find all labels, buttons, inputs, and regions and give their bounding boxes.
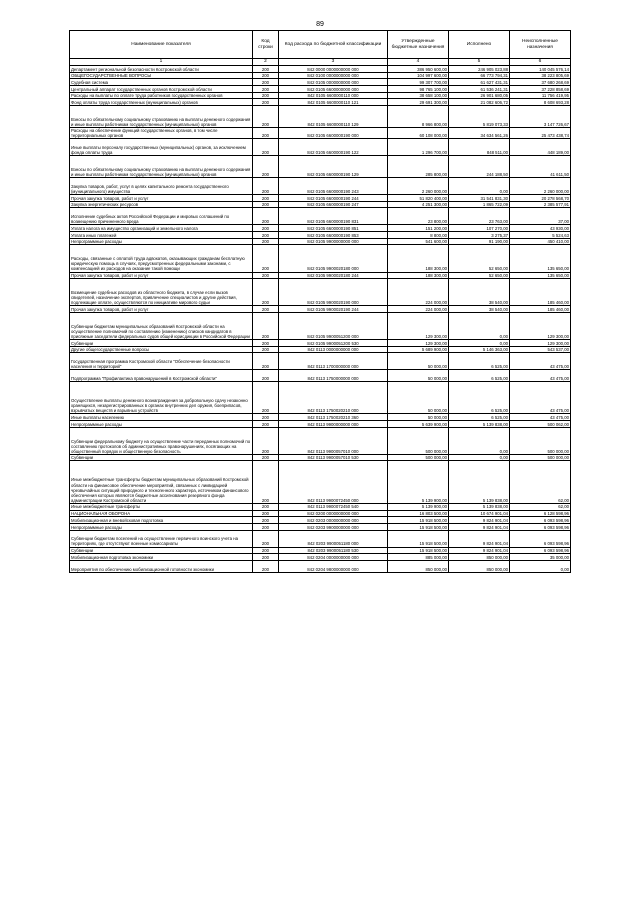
row-budget-code: 842 0105 6600000190 831: [279, 208, 388, 225]
table-row: [70, 99, 571, 106]
row-line-code: 200: [253, 312, 279, 339]
column-number: 6: [510, 59, 571, 66]
row-executed: 91 190,00: [449, 238, 510, 245]
row-line-code: 200: [253, 195, 279, 202]
row-budget-code: 842 0204 0000000000 000: [279, 554, 388, 561]
row-approved: 15 918 500,00: [388, 517, 449, 524]
row-unexecuted: 41 611,50: [510, 156, 571, 178]
row-executed: 850 000,00: [449, 560, 510, 572]
row-executed: 38 540,00: [449, 279, 510, 306]
row-unexecuted: 25 473 438,74: [510, 128, 571, 139]
row-name: Субвенции бюджетам муниципальных образований Костромской области на осуществление полномочий по составлению (изменению) списков кандидатов в присяжные заседатели федеральных судов общей юрисдикции в Российской Федерации: [70, 312, 253, 339]
row-name: Взносы по обязательному социальному страхованию на выплаты денежного содержания и иные выплаты работникам государственных (муниципальных) органов: [70, 156, 253, 178]
row-approved: 129 300,00: [388, 312, 449, 339]
row-name: Расходы на выплаты по оплате труда работников государственных органов: [70, 92, 253, 99]
row-unexecuted: 43 475,00: [510, 353, 571, 370]
row-approved: 51 820 400,00: [388, 195, 449, 202]
table-row: [70, 238, 571, 245]
row-line-code: 200: [253, 554, 279, 561]
row-executed: 3 275,37: [449, 232, 510, 239]
row-approved: 188 300,00: [388, 272, 449, 279]
row-executed: 5 146 363,00: [449, 346, 510, 353]
row-name: ОБЩЕГОСУДАРСТВЕННЫЕ ВОПРОСЫ: [70, 72, 253, 79]
row-budget-code: 842 0113 1750020210 360: [279, 414, 388, 421]
row-approved: 23 800,00: [388, 208, 449, 225]
row-unexecuted: 0,00: [510, 560, 571, 572]
row-line-code: 200: [253, 454, 279, 461]
row-budget-code: 842 0105 6600000190 122: [279, 139, 388, 156]
table-row: [70, 370, 571, 382]
row-unexecuted: 6 093 598,96: [510, 523, 571, 530]
row-approved: 60 108 000,00: [388, 128, 449, 139]
row-name: Исполнение судебных актов Российской Федерации и мировых соглашений по возмещению причиненного вреда: [70, 208, 253, 225]
table-row: [70, 427, 571, 454]
row-budget-code: 842 0105 6600000190 247: [279, 201, 388, 208]
row-budget-code: 842 0105 9900020180 000: [279, 245, 388, 272]
row-name: Непрограммные расходы: [70, 238, 253, 245]
row-unexecuted: 37 228 858,69: [510, 86, 571, 93]
table-row: [70, 139, 571, 156]
row-unexecuted: 6 128 598,96: [510, 510, 571, 517]
row-unexecuted: 185 460,00: [510, 306, 571, 313]
row-line-code: 200: [253, 72, 279, 79]
budget-execution-table: [69, 30, 571, 573]
row-budget-code: 842 0105 6600000190 851: [279, 225, 388, 232]
row-name: Закупка энергетических ресурсов: [70, 201, 253, 208]
header-unexecuted: Неисполненные назначения: [510, 31, 571, 59]
column-number: 3: [279, 59, 388, 66]
row-approved: 151 200,00: [388, 225, 449, 232]
table-row: [70, 510, 571, 517]
row-budget-code: 842 0105 9900051200 530: [279, 340, 388, 347]
row-executed: 0,00: [449, 178, 510, 195]
row-budget-code: 842 0113 9900072450 540: [279, 503, 388, 510]
row-unexecuted: 135 650,00: [510, 245, 571, 272]
row-name: Субвенции: [70, 547, 253, 554]
row-approved: 500 000,00: [388, 454, 449, 461]
row-unexecuted: 500 000,00: [510, 454, 571, 461]
row-approved: 885 000,00: [388, 554, 449, 561]
row-executed: 0,00: [449, 427, 510, 454]
row-budget-code: 842 0105 0000000000 000: [279, 79, 388, 86]
table-row: [70, 312, 571, 339]
row-unexecuted: 20 278 568,70: [510, 195, 571, 202]
row-executed: 26 901 680,05: [449, 92, 510, 99]
row-budget-code: 842 0113 1750020210 000: [279, 382, 388, 414]
row-name: Мобилизационная подготовка экономики: [70, 554, 253, 561]
row-unexecuted: 37,00: [510, 208, 571, 225]
row-executed: 31 541 831,30: [449, 195, 510, 202]
row-executed: 5 139 838,00: [449, 461, 510, 503]
row-line-code: 200: [253, 86, 279, 93]
row-line-code: 200: [253, 461, 279, 503]
row-budget-code: 842 0105 9900051200 000: [279, 312, 388, 339]
row-budget-code: 842 0105 6600000190 129: [279, 156, 388, 178]
table-row: [70, 503, 571, 510]
row-budget-code: 842 0105 9900020180 244: [279, 272, 388, 279]
row-executed: 0,00: [449, 454, 510, 461]
row-executed: 52 650,00: [449, 272, 510, 279]
row-budget-code: 842 0105 6600000110 129: [279, 106, 388, 128]
row-approved: 188 300,00: [388, 245, 449, 272]
row-budget-code: 842 0105 6600000110 000: [279, 92, 388, 99]
row-unexecuted: 37 680 268,69: [510, 79, 571, 86]
header-budget-code: Код расхода по бюджетной классификации: [279, 31, 388, 59]
row-unexecuted: 5 524,63: [510, 232, 571, 239]
header-approved: Утвержденные бюджетные назначения: [388, 31, 449, 59]
table-row: [70, 414, 571, 421]
row-approved: 8 800,00: [388, 232, 449, 239]
row-executed: 1 865 722,09: [449, 201, 510, 208]
row-unexecuted: 62,00: [510, 461, 571, 503]
row-unexecuted: 185 460,00: [510, 279, 571, 306]
row-name: Судебная система: [70, 79, 253, 86]
column-number: 2: [253, 59, 279, 66]
row-approved: 50 000,00: [388, 353, 449, 370]
row-executed: 5 819 073,33: [449, 106, 510, 128]
row-unexecuted: 129 300,00: [510, 312, 571, 339]
row-name: Субвенции бюджетам поселений на осуществление первичного воинского учета на территориях, где отсутствуют военные комиссариаты: [70, 530, 253, 547]
column-number: 1: [70, 59, 253, 66]
row-name: Подпрограмма "Профилактика правонарушений в Костромской области": [70, 370, 253, 382]
row-unexecuted: 43 475,00: [510, 370, 571, 382]
row-name: Непрограммные расходы: [70, 523, 253, 530]
row-executed: 850 000,00: [449, 554, 510, 561]
row-name: Субвенции: [70, 454, 253, 461]
row-executed: 6 525,00: [449, 353, 510, 370]
table-row: [70, 156, 571, 178]
row-approved: 50 000,00: [388, 414, 449, 421]
row-line-code: 200: [253, 79, 279, 86]
row-name: Уплата иных платежей: [70, 232, 253, 239]
row-line-code: 200: [253, 370, 279, 382]
table-row: [70, 554, 571, 561]
row-name: Закупка товаров, работ, услуг в целях капитального ремонта государственного (муниципального) имущества: [70, 178, 253, 195]
row-executed: 246 905 023,88: [449, 66, 510, 73]
table-row: [70, 208, 571, 225]
table-row: [70, 461, 571, 503]
column-number: 4: [388, 59, 449, 66]
row-line-code: 200: [253, 178, 279, 195]
table-row: [70, 128, 571, 139]
table-row: [70, 346, 571, 353]
header-line-code: Код строки: [253, 31, 279, 59]
row-line-code: 200: [253, 106, 279, 128]
row-name: Взносы по обязательному социальному страхованию на выплаты денежного содержания и иные выплаты работникам государственных (муниципальных) органов: [70, 106, 253, 128]
table-row: [70, 225, 571, 232]
row-executed: 6 525,00: [449, 370, 510, 382]
row-executed: 21 082 606,72: [449, 99, 510, 106]
table-row: [70, 245, 571, 272]
header-name: Наименование показателя: [70, 31, 253, 59]
row-line-code: 200: [253, 238, 279, 245]
row-name: Осуществление выплаты денежного вознаграждения за добровольную сдачу незаконно хранящихся, незарегистрированных в органах внутренних дел оружия, боеприпасов, взрывчатых веществ и взрывных устройств: [70, 382, 253, 414]
row-name: Департамент региональной безопасности Костромской области: [70, 66, 253, 73]
table-row: [70, 72, 571, 79]
row-name: Иные межбюджетные трансферты: [70, 503, 253, 510]
row-executed: 9 824 901,04: [449, 547, 510, 554]
row-line-code: 200: [253, 421, 279, 428]
table-row: [70, 201, 571, 208]
row-line-code: 200: [253, 510, 279, 517]
row-unexecuted: 6 093 598,96: [510, 530, 571, 547]
row-executed: 244 188,50: [449, 156, 510, 178]
row-budget-code: 842 0105 6600000110 121: [279, 99, 388, 106]
row-approved: 2 260 000,00: [388, 178, 449, 195]
table-row: [70, 517, 571, 524]
row-line-code: 200: [253, 382, 279, 414]
row-approved: 99 307 700,00: [388, 79, 449, 86]
row-budget-code: 842 0113 9900057010 530: [279, 454, 388, 461]
row-executed: 848 511,00: [449, 139, 510, 156]
row-unexecuted: 500 000,00: [510, 427, 571, 454]
row-line-code: 200: [253, 427, 279, 454]
row-unexecuted: 6 093 598,96: [510, 517, 571, 524]
row-line-code: 200: [253, 99, 279, 106]
row-line-code: 200: [253, 306, 279, 313]
row-name: Иные межбюджетные трансферты бюджетам муниципальных образований Костромской области на финансовое обеспечение мероприятий, связанных с ликвидацией чрезвычайных ситуаций природного и техногенного характера, источником финансового обеспечения которых являются бюджетные ассигнования резервного фонда администрации Костромской области: [70, 461, 253, 503]
row-approved: 129 300,00: [388, 340, 449, 347]
row-approved: 16 803 500,00: [388, 510, 449, 517]
row-budget-code: 842 0105 9900000000 000: [279, 238, 388, 245]
row-executed: 52 650,00: [449, 245, 510, 272]
row-approved: 8 966 800,00: [388, 106, 449, 128]
row-budget-code: 842 0113 1750000000 000: [279, 370, 388, 382]
row-approved: 1 296 700,00: [388, 139, 449, 156]
row-unexecuted: 450 410,00: [510, 238, 571, 245]
row-approved: 38 658 100,00: [388, 92, 449, 99]
row-approved: 5 689 900,00: [388, 346, 449, 353]
row-unexecuted: 500 062,00: [510, 421, 571, 428]
table-row: [70, 353, 571, 370]
row-line-code: 200: [253, 139, 279, 156]
row-line-code: 200: [253, 523, 279, 530]
table-row: [70, 106, 571, 128]
row-name: Мобилизационная и вневойсковая подготовка: [70, 517, 253, 524]
row-name: Прочая закупка товаров, работ и услуг: [70, 272, 253, 279]
row-executed: 9 824 901,04: [449, 523, 510, 530]
row-line-code: 200: [253, 201, 279, 208]
row-name: Государственная программа Костромской области "Обеспечение безопасности населения и территорий": [70, 353, 253, 370]
row-unexecuted: 35 000,00: [510, 554, 571, 561]
header-executed: Исполнено: [449, 31, 510, 59]
table-row: [70, 92, 571, 99]
row-executed: 6 525,00: [449, 382, 510, 414]
row-name: Уплата налога на имущество организаций и земельного налога: [70, 225, 253, 232]
row-executed: 6 525,00: [449, 414, 510, 421]
row-unexecuted: 135 650,00: [510, 272, 571, 279]
row-unexecuted: 43 475,00: [510, 414, 571, 421]
row-line-code: 200: [253, 503, 279, 510]
table-body: [70, 66, 571, 573]
row-budget-code: 842 0105 9900020190 000: [279, 279, 388, 306]
row-unexecuted: 129 300,00: [510, 340, 571, 347]
table-row: [70, 178, 571, 195]
row-line-code: 200: [253, 353, 279, 370]
row-executed: 61 627 431,31: [449, 79, 510, 86]
row-approved: 15 918 500,00: [388, 547, 449, 554]
row-line-code: 200: [253, 517, 279, 524]
row-approved: 285 800,00: [388, 156, 449, 178]
row-unexecuted: 6 093 598,96: [510, 547, 571, 554]
table-row: [70, 560, 571, 572]
row-approved: 500 000,00: [388, 427, 449, 454]
row-approved: 5 139 900,00: [388, 461, 449, 503]
row-budget-code: 842 0105 6600000190 000: [279, 128, 388, 139]
row-executed: 0,00: [449, 312, 510, 339]
row-line-code: 200: [253, 128, 279, 139]
row-unexecuted: 3 147 726,67: [510, 106, 571, 128]
row-name: Непрограммные расходы: [70, 421, 253, 428]
row-budget-code: 842 0113 9900000000 000: [279, 421, 388, 428]
row-executed: 107 270,00: [449, 225, 510, 232]
table-row: [70, 547, 571, 554]
row-line-code: 200: [253, 208, 279, 225]
table-row: [70, 530, 571, 547]
row-approved: 541 600,00: [388, 238, 449, 245]
row-unexecuted: 38 223 805,69: [510, 72, 571, 79]
row-line-code: 200: [253, 279, 279, 306]
row-approved: 15 918 500,00: [388, 523, 449, 530]
row-budget-code: 842 0105 6600000000 000: [279, 86, 388, 93]
row-name: Субвенции федеральному бюджету на осуществление части переданных полномочий по составлению протоколов об административных правонарушениях, посягающих на общественный порядок и общественную безопасность: [70, 427, 253, 454]
row-line-code: 200: [253, 232, 279, 239]
row-unexecuted: 140 045 576,14: [510, 66, 571, 73]
row-line-code: 200: [253, 245, 279, 272]
row-approved: 5 139 900,00: [388, 503, 449, 510]
row-budget-code: 842 0105 9900020190 244: [279, 306, 388, 313]
row-budget-code: 842 0203 9900000000 000: [279, 523, 388, 530]
row-line-code: 200: [253, 414, 279, 421]
row-approved: 50 000,00: [388, 370, 449, 382]
row-approved: 15 918 500,00: [388, 530, 449, 547]
row-executed: 23 763,00: [449, 208, 510, 225]
row-approved: 850 000,00: [388, 560, 449, 572]
row-name: Возмещение судебных расходов из областного бюджета, в случае если вызов свидетелей, назначение экспертов, привлечение специалистов и другие действия, подлежащие оплате, осуществляются по инициативе мирового судьи: [70, 279, 253, 306]
row-executed: 9 824 901,04: [449, 530, 510, 547]
row-budget-code: 842 0113 0000000000 000: [279, 346, 388, 353]
row-line-code: 200: [253, 530, 279, 547]
row-executed: 34 634 561,26: [449, 128, 510, 139]
row-name: Фонд оплаты труда государственных (муниципальных) органов: [70, 99, 253, 106]
row-unexecuted: 43 930,00: [510, 225, 571, 232]
row-line-code: 200: [253, 560, 279, 572]
row-approved: 386 950 600,00: [388, 66, 449, 73]
row-name: НАЦИОНАЛЬНАЯ ОБОРОНА: [70, 510, 253, 517]
row-unexecuted: 448 189,00: [510, 139, 571, 156]
row-budget-code: 842 0105 6600000190 853: [279, 232, 388, 239]
row-budget-code: 842 0203 9900051180 530: [279, 547, 388, 554]
row-budget-code: 842 0203 0000000000 000: [279, 517, 388, 524]
row-budget-code: 842 0113 9900072450 000: [279, 461, 388, 503]
row-budget-code: 842 0113 1700000000 000: [279, 353, 388, 370]
row-name: Другие общегосударственные вопросы: [70, 346, 253, 353]
table-row: [70, 306, 571, 313]
row-unexecuted: 43 475,00: [510, 382, 571, 414]
row-budget-code: 842 0100 0000000000 000: [279, 72, 388, 79]
row-budget-code: 842 0000 0000000000 000: [279, 66, 388, 73]
row-unexecuted: 8 608 693,28: [510, 99, 571, 106]
row-name: Прочая закупка товаров, работ и услуг: [70, 195, 253, 202]
table-row: [70, 340, 571, 347]
row-budget-code: 842 0105 6600000190 244: [279, 195, 388, 202]
row-executed: 61 536 241,31: [449, 86, 510, 93]
row-budget-code: 842 0204 9800000000 000: [279, 560, 388, 572]
row-line-code: 200: [253, 156, 279, 178]
table-row: [70, 66, 571, 73]
row-name: Расходы, связанные с оплатой труда адвокатов, оказывающих гражданам бесплатную юридическую помощь в случаях, предусмотренных федеральными законами, с компенсацией их расходов на оказание такой помощи: [70, 245, 253, 272]
row-executed: 0,00: [449, 340, 510, 347]
row-name: Центральный аппарат государственных органов Костромской области: [70, 86, 253, 93]
row-budget-code: 842 0105 6600000190 243: [279, 178, 388, 195]
table-row: [70, 79, 571, 86]
row-line-code: 200: [253, 547, 279, 554]
row-name: Расходы на обеспечение функций государственных органов, в том числе территориальных органов: [70, 128, 253, 139]
row-line-code: 200: [253, 225, 279, 232]
row-executed: 66 773 794,31: [449, 72, 510, 79]
table-row: [70, 382, 571, 414]
table-row: [70, 523, 571, 530]
table-row: [70, 454, 571, 461]
row-unexecuted: 2 260 000,00: [510, 178, 571, 195]
row-executed: 9 824 901,04: [449, 517, 510, 524]
row-unexecuted: 11 756 419,95: [510, 92, 571, 99]
row-approved: 4 251 300,00: [388, 201, 449, 208]
row-line-code: 200: [253, 66, 279, 73]
row-line-code: 200: [253, 340, 279, 347]
column-number-row: [70, 59, 571, 66]
row-name: Прочая закупка товаров, работ и услуг: [70, 306, 253, 313]
row-budget-code: 842 0203 9900051180 000: [279, 530, 388, 547]
table-row: [70, 195, 571, 202]
row-unexecuted: 62,00: [510, 503, 571, 510]
row-name: Иные выплаты персоналу государственных (муниципальных) органов, за исключением фонда оплаты труда: [70, 139, 253, 156]
row-line-code: 200: [253, 92, 279, 99]
table-row: [70, 279, 571, 306]
row-executed: 38 540,00: [449, 306, 510, 313]
row-line-code: 200: [253, 272, 279, 279]
table-row: [70, 86, 571, 93]
row-executed: 5 139 838,00: [449, 421, 510, 428]
table-row: [70, 421, 571, 428]
row-approved: 224 000,00: [388, 306, 449, 313]
row-executed: 10 674 901,04: [449, 510, 510, 517]
header-row: [70, 31, 571, 59]
row-approved: 224 000,00: [388, 279, 449, 306]
row-approved: 50 000,00: [388, 382, 449, 414]
row-unexecuted: 543 537,00: [510, 346, 571, 353]
row-approved: 29 691 300,00: [388, 99, 449, 106]
row-budget-code: 842 0113 9900057010 000: [279, 427, 388, 454]
row-approved: 104 997 600,00: [388, 72, 449, 79]
row-approved: 98 765 100,00: [388, 86, 449, 93]
table-row: [70, 232, 571, 239]
row-executed: 5 139 838,00: [449, 503, 510, 510]
row-name: Иные выплаты населению: [70, 414, 253, 421]
row-name: Субвенции: [70, 340, 253, 347]
page-number: 89: [316, 21, 324, 28]
row-line-code: 200: [253, 346, 279, 353]
row-approved: 5 639 900,00: [388, 421, 449, 428]
table-row: [70, 272, 571, 279]
row-unexecuted: 2 385 577,91: [510, 201, 571, 208]
row-budget-code: 842 0200 0000000000 000: [279, 510, 388, 517]
column-number: 5: [449, 59, 510, 66]
row-name: Мероприятия по обеспечению мобилизационной готовности экономики: [70, 560, 253, 572]
